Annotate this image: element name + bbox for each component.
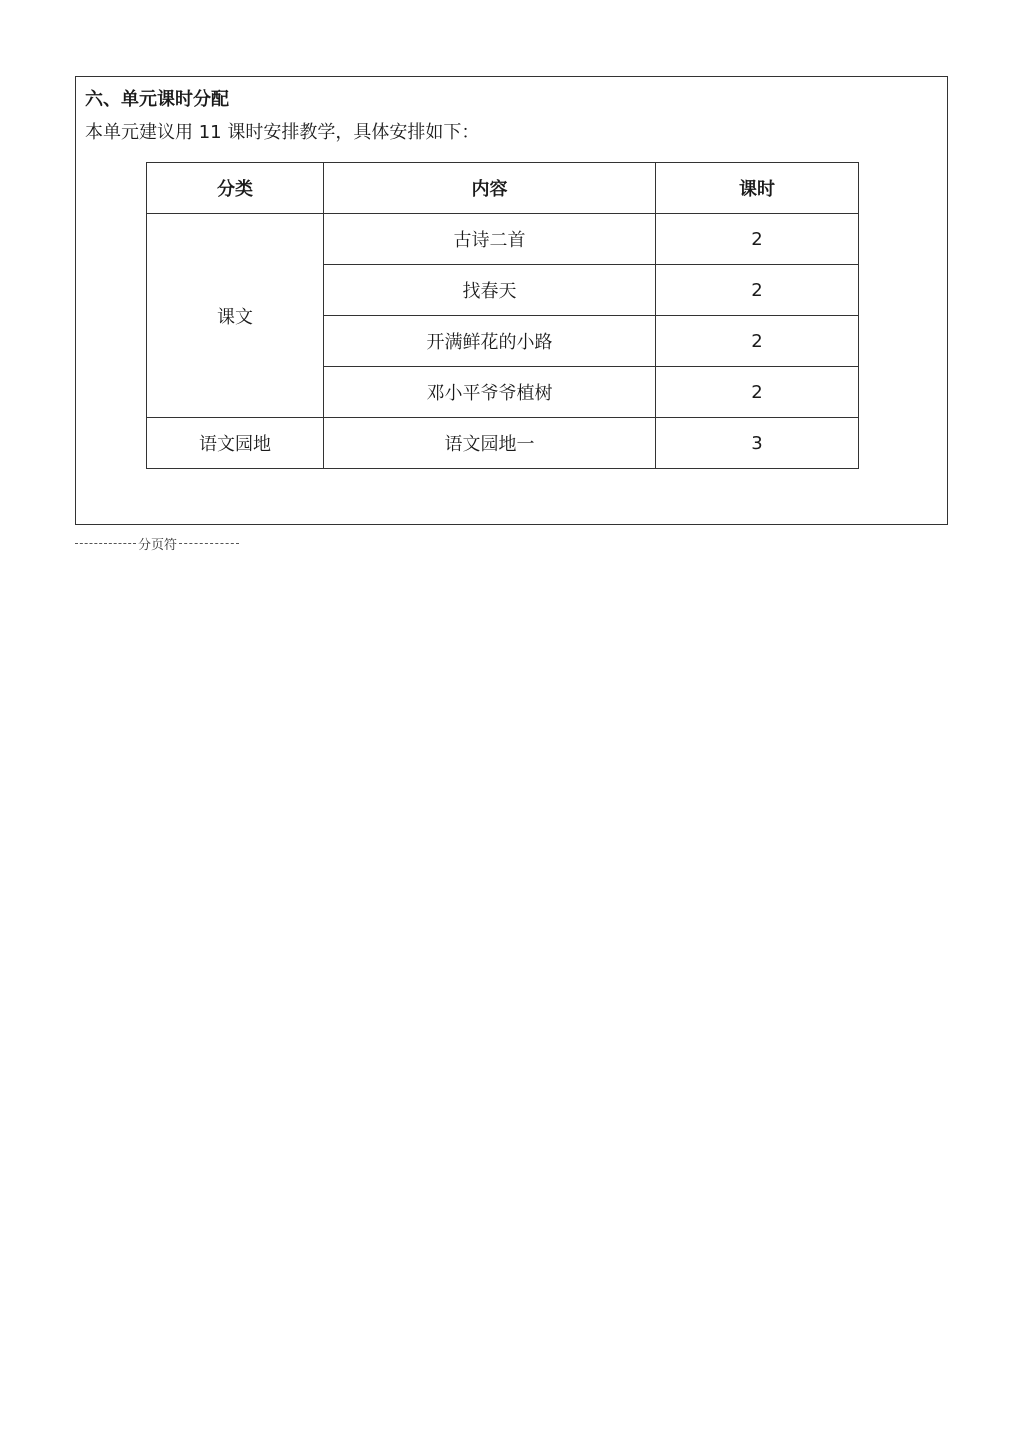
page-break-dash-right	[179, 543, 239, 544]
hours-cell: 2	[656, 316, 859, 367]
allocation-section-frame	[75, 76, 948, 525]
lesson-allocation-table	[146, 162, 859, 469]
section-intro: 本单元建议用 11 课时安排教学，具体安排如下：	[85, 122, 480, 143]
page-break-label: 分页符	[138, 537, 178, 553]
category-cell: 语文园地	[147, 418, 324, 469]
section-heading: 六、单元课时分配	[85, 89, 229, 110]
page-break-dash-left	[75, 543, 136, 544]
table-row	[147, 214, 859, 265]
header-hours: 课时	[656, 163, 859, 214]
hours-cell: 3	[656, 418, 859, 469]
header-content: 内容	[324, 163, 656, 214]
hours-cell: 2	[656, 214, 859, 265]
page-break-marker	[75, 533, 239, 553]
header-category: 分类	[147, 163, 324, 214]
table-header-row	[147, 163, 859, 214]
content-cell: 开满鲜花的小路	[324, 316, 656, 367]
content-cell: 邓小平爷爷植树	[324, 367, 656, 418]
content-cell: 找春天	[324, 265, 656, 316]
hours-cell: 2	[656, 265, 859, 316]
table-row	[147, 418, 859, 469]
hours-cell: 2	[656, 367, 859, 418]
category-cell: 课文	[147, 214, 324, 418]
content-cell: 语文园地一	[324, 418, 656, 469]
content-cell: 古诗二首	[324, 214, 656, 265]
